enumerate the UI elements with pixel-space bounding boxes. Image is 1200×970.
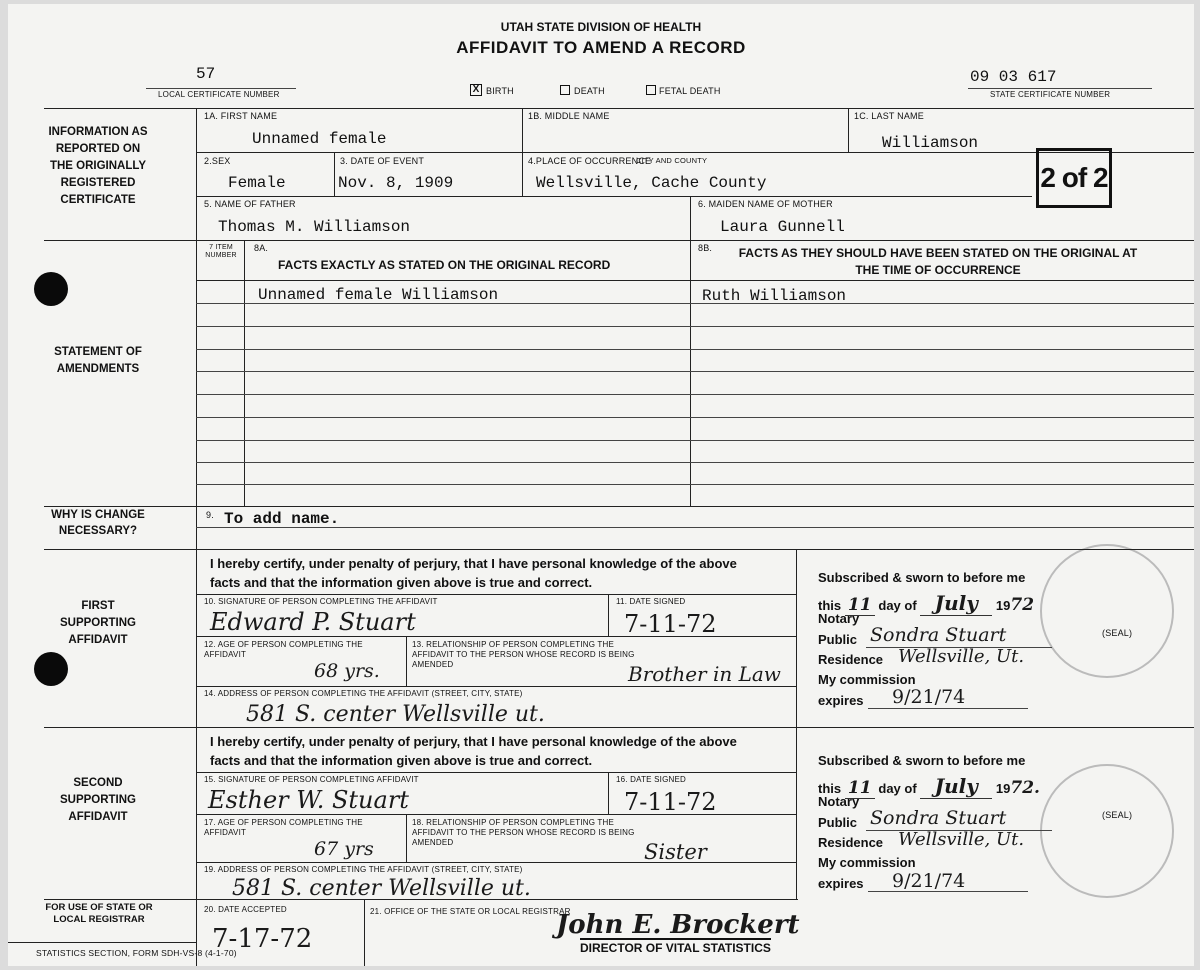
state-cert-label: STATE CERTIFICATE NUMBER [990, 90, 1111, 99]
registrar-signature: John E. Brockert [556, 910, 800, 940]
father-label: 5. NAME OF FATHER [204, 199, 296, 209]
place-sub-label: CITY AND COUNTY [636, 156, 708, 165]
sex-value: Female [228, 174, 286, 192]
second-notary-line1: Subscribed & sworn to before me [818, 753, 1026, 768]
second-notary-name: Sondra Stuart [870, 807, 1007, 829]
binder-hole-top [34, 272, 68, 306]
mother-label: 6. MAIDEN NAME OF MOTHER [698, 199, 833, 209]
first-residence-value: Wellsville, Ut. [898, 646, 1025, 667]
first-public-word: Public [818, 632, 858, 647]
second-rel-label: 18. RELATIONSHIP OF PERSON COMPLETING THE AFFIDAVIT TO THE PERSON WHOSE RECORD IS BEING AMENDED [412, 818, 635, 847]
first-age-value: 68 yrs. [314, 660, 380, 682]
second-addr-label: 19. ADDRESS OF PERSON COMPLETING THE AFFIDAVIT (STREET, CITY, STATE) [204, 865, 523, 874]
middle-name-label: 1B. MIDDLE NAME [528, 111, 610, 121]
last-name-label: 1C. LAST NAME [854, 111, 924, 121]
second-date-value: 7-11-72 [624, 788, 717, 816]
first-name-label: 1A. FIRST NAME [204, 111, 278, 121]
mother-value: Laura Gunnell [720, 218, 845, 236]
second-commission-word: My commission [818, 855, 916, 870]
second-public-word: Public [818, 815, 858, 830]
second-residence-word: Residence [818, 835, 884, 850]
second-certify-text: I hereby certify, under penalty of perjury, that I have personal knowledge of the above facts and that the information given above is true and correct. [210, 734, 737, 768]
first-sig-label: 10. SIGNATURE OF PERSON COMPLETING THE AFFIDAVIT [204, 597, 438, 606]
fetal-death-option-label: FETAL DEATH [659, 86, 721, 96]
second-seal-label: (SEAL) [1102, 810, 1133, 820]
place-label: 4.PLACE OF OCCURRENCE [528, 156, 652, 166]
copy-number-stamp: 2 of 2 [1036, 148, 1112, 208]
second-signature: Esther W. Stuart [208, 786, 409, 814]
second-age-label: 17. AGE OF PERSON COMPLETING THE AFFIDAVIT [204, 818, 363, 837]
second-notary-word: Notary [818, 794, 860, 809]
binder-hole-bottom [34, 652, 68, 686]
second-expires-word: expires [818, 876, 864, 891]
first-rel-label: 13. RELATIONSHIP OF PERSON COMPLETING THE AFFIDAVIT TO THE PERSON WHOSE RECORD IS BEING AMENDED [412, 640, 635, 669]
amend-record-form [8, 4, 1194, 966]
second-address: 581 S. center Wellsville ut. [232, 876, 531, 901]
local-cert-number: 57 [196, 65, 216, 83]
first-notary-line1: Subscribed & sworn to before me [818, 570, 1026, 585]
info-section-label: INFORMATION AS REPORTED ON THE ORIGINALLY REGISTERED CERTIFICATE [48, 126, 148, 206]
second-residence-value: Wellsville, Ut. [898, 829, 1025, 850]
form-title: AFFIDAVIT TO AMEND A RECORD [456, 38, 746, 57]
death-option-label: DEATH [574, 86, 605, 96]
why-reason: To add name. [224, 510, 340, 528]
death-checkbox[interactable] [560, 85, 570, 95]
amend-section-label: STATEMENT OF AMENDMENTS [54, 346, 142, 375]
first-expires-word: expires [818, 693, 864, 708]
notary-seal-1 [1040, 544, 1174, 678]
first-commission-word: My commission [818, 672, 916, 687]
second-notary-date-line: this 11 day of July 1972. [818, 774, 1040, 798]
first-certify-text: I hereby certify, under penalty of perjury, that I have personal knowledge of the above facts and that the information given above is true and correct. [210, 556, 737, 590]
sex-label: 2.SEX [204, 156, 231, 166]
col-a-num: 8A. [254, 243, 269, 253]
agency-name: UTAH STATE DIVISION OF HEALTH [500, 20, 702, 34]
first-date-value: 7-11-72 [624, 610, 717, 638]
col-a-header: FACTS EXACTLY AS STATED ON THE ORIGINAL RECORD [278, 258, 611, 272]
why-num: 9. [206, 510, 214, 520]
second-affidavit-label: SECOND SUPPORTING AFFIDAVIT [59, 777, 137, 823]
notary-seal-2 [1040, 764, 1174, 898]
second-relationship: Sister [644, 840, 707, 864]
accepted-label: 20. DATE ACCEPTED [204, 905, 287, 914]
birth-option-label: BIRTH [486, 86, 514, 96]
father-value: Thomas M. Williamson [218, 218, 411, 236]
col-b-num: 8B. [698, 243, 713, 253]
row1-corrected: Ruth Williamson [702, 287, 847, 305]
state-cert-number: 09 03 617 [970, 68, 1057, 86]
first-relationship: Brother in Law [628, 662, 781, 686]
first-expires-value: 9/21/74 [892, 686, 966, 708]
first-name-value: Unnamed female [252, 130, 387, 148]
office-label: 21. OFFICE OF THE STATE OR LOCAL REGISTRAR [370, 907, 571, 916]
first-notary-word: Notary [818, 611, 860, 626]
date-of-event-label: 3. DATE OF EVENT [340, 156, 425, 166]
second-sig-label: 15. SIGNATURE OF PERSON COMPLETING AFFIDAVIT [204, 775, 419, 784]
first-date-label: 11. DATE SIGNED [616, 597, 686, 606]
local-cert-label: LOCAL CERTIFICATE NUMBER [158, 90, 280, 99]
birth-checkbox[interactable]: X [470, 84, 482, 96]
row1-original: Unnamed female Williamson [258, 286, 499, 304]
place-value: Wellsville, Cache County [536, 174, 767, 192]
second-expires-value: 9/21/74 [892, 870, 966, 892]
last-name-value: Williamson [882, 134, 979, 152]
accepted-value: 7-17-72 [212, 924, 313, 954]
first-seal-label: (SEAL) [1102, 628, 1133, 638]
second-date-label: 16. DATE SIGNED [616, 775, 686, 784]
why-section-label: WHY IS CHANGE NECESSARY? [51, 509, 145, 537]
second-age-value: 67 yrs [314, 838, 374, 860]
form-id-footer: STATISTICS SECTION, FORM SDH-VS-8 (4-1-70) [36, 948, 237, 958]
first-signature: Edward P. Stuart [210, 608, 416, 636]
item-number-label: 7 ITEM NUMBER [205, 244, 237, 259]
first-notary-name: Sondra Stuart [870, 624, 1007, 646]
first-notary-date-line: this 11 day of July 1972 [818, 591, 1035, 615]
first-age-label: 12. AGE OF PERSON COMPLETING THE AFFIDAVIT [204, 640, 363, 659]
first-affidavit-label: FIRST SUPPORTING AFFIDAVIT [59, 600, 137, 646]
date-of-event-value: Nov. 8, 1909 [338, 174, 454, 192]
fetal-death-checkbox[interactable] [646, 85, 656, 95]
col-b-header: FACTS AS THEY SHOULD HAVE BEEN STATED ON THE ORIGINAL AT THE TIME OF OCCURRENCE [738, 246, 1138, 277]
first-addr-label: 14. ADDRESS OF PERSON COMPLETING THE AFFIDAVIT (STREET, CITY, STATE) [204, 689, 523, 698]
registrar-section-label: FOR USE OF STATE OR LOCAL REGISTRAR [45, 902, 153, 925]
first-residence-word: Residence [818, 652, 884, 667]
first-address: 581 S. center Wellsville ut. [246, 702, 545, 727]
director-title: DIRECTOR OF VITAL STATISTICS [580, 938, 771, 955]
